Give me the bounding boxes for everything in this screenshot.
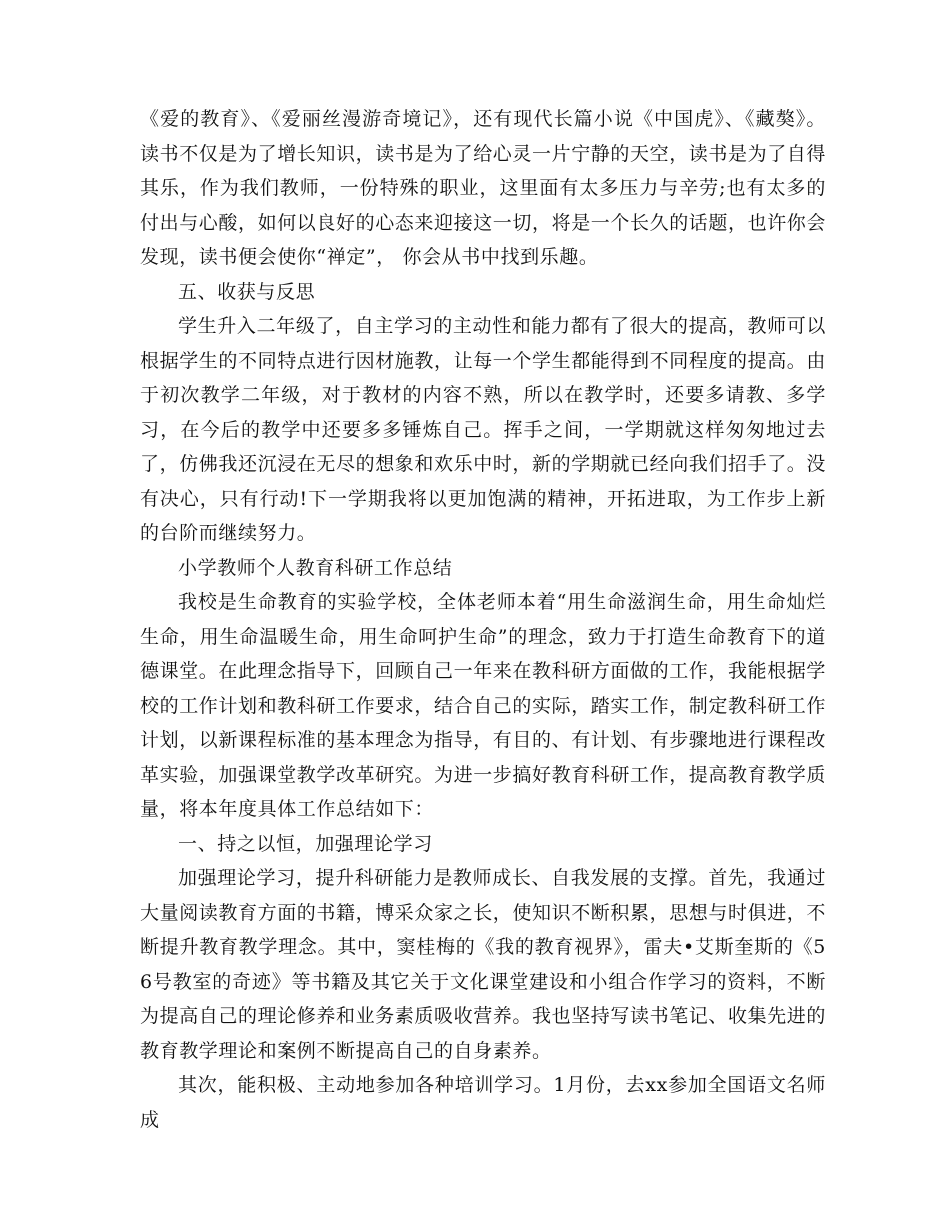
- paragraph-theory-study: 加强理论学习，提升科研能力是教师成长、自我发展的支撑。首先，我通过大量阅读教育方面的书籍，博采众家之长，使知识不断积累，思想与时俱进，不断提升教育教学理念。其中，窦桂梅的《我的教育视界》，雷夫•艾斯奎斯的《56号教室的奇迹》等书籍及其它关于文化课堂建设和小组合作学习的资料，不断为提高自己的理论修养和业务素质吸收营养。我也坚持写读书笔记、收集先进的教育教学理论和案例不断提高自己的自身素养。: [140, 867, 827, 1062]
- section-heading-reflection: 五、收获与反思: [178, 280, 316, 303]
- paragraph-intro: 我校是生命教育的实验学校，全体老师本着“用生命滋润生命，用生命灿烂生命，用生命温暖生命，用生命呵护生命”的理念，致力于打造生命教育下的道德课堂。在此理念指导下，回顾自己一年来在教科研方面做的工作，我能根据学校的工作计划和教科研工作要求，结合自己的实际，踏实工作，制定教科研工作计划，以新课程标准的基本理念为指导，有目的、有计划、有步骤地进行课程改革实验，加强课堂教学改革研究。为进一步搞好教育科研工作，提高教育教学质量，将本年度具体工作总结如下：: [140, 591, 827, 820]
- paragraph-training: 其次，能积极、主动地参加各种培训学习。1月份，去xx参加全国语文名师成: [140, 1074, 826, 1131]
- document-title-research-summary: 小学教师个人教育科研工作总结: [178, 556, 453, 579]
- paragraph-reflection: 学生升入二年级了，自主学习的主动性和能力都有了很大的提高，教师可以根据学生的不同特点进行因材施教，让每一个学生都能得到不同程度的提高。由于初次教学二年级，对于教材的内容不熟，所以在教学时，还要多请教、多学习，在今后的教学中还要多多锤炼自己。挥手之间，一学期就这样匆匆地过去了，仿佛我还沉浸在无尽的想象和欢乐中时，新的学期就已经向我们招手了。没有决心，只有行动!下一学期我将以更加饱满的精神，开拓进取，为工作步上新的台阶而继续努力。: [140, 315, 827, 544]
- section-heading-theory-study: 一、持之以恒，加强理论学习: [178, 832, 433, 855]
- paragraph-continuation: 《爱的教育》、《爱丽丝漫游奇境记》，还有现代长篇小说《中国虎》、《藏獒》。读书不仅是为了增长知识，读书是为了给心灵一片宁静的天空，读书是为了自得其乐，作为我们教师，一份特殊的职业，这里面有太多压力与辛劳;也有太多的付出与心酸，如何以良好的心态来迎接这一切，将是一个长久的话题，也许你会发现，读书便会使你“禅定”， 你会从书中找到乐趣。: [140, 108, 827, 268]
- document-body: [140, 102, 826, 1137]
